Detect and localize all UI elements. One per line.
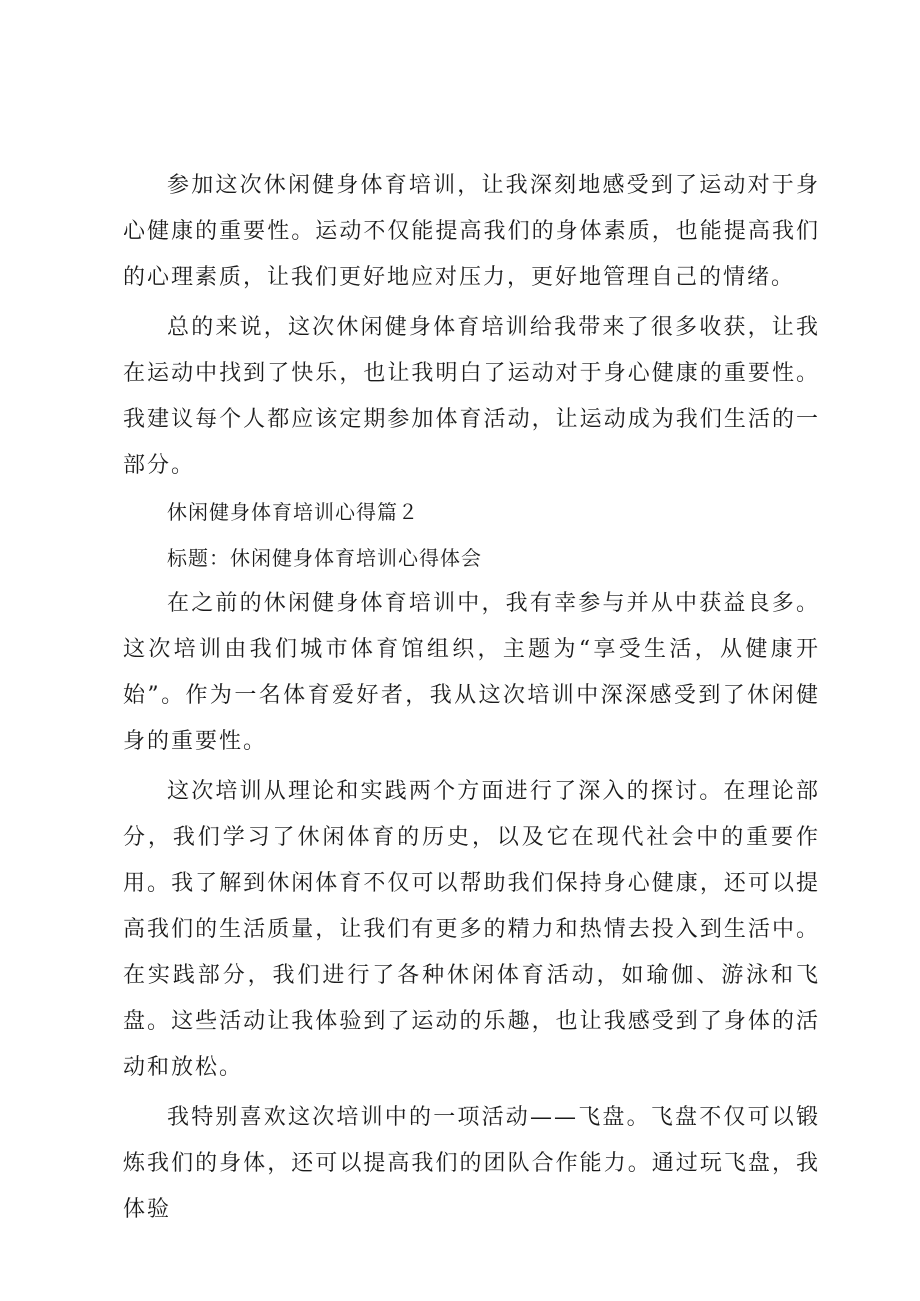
section-heading: 休闲健身体育培训心得篇２ [167, 500, 419, 524]
document-body [123, 163, 820, 1233]
subtitle: 标题：休闲健身体育培训心得体会 [167, 546, 482, 570]
paragraph-intro: 在之前的休闲健身体育培训中，我有幸参与并从中获益良多。这次培训由我们城市体育馆组织，主题为“享受生活，从健康开始”。作为一名体育爱好者，我从这次培训中深深感受到了休闲健身的重要性。 [123, 591, 820, 754]
paragraph-theory-practice: 这次培训从理论和实践两个方面进行了深入的探讨。在理论部分，我们学习了休闲体育的历史，以及它在现代社会中的重要作用。我了解到休闲体育不仅可以帮助我们保持身心健康，还可以提高我们的生活质量，让我们有更多的精力和热情去投入到生活中。在实践部分，我们进行了各种休闲体育活动，如瑜伽、游泳和飞盘。这些活动让我体验到了运动的乐趣，也让我感受到了身体的活动和放松。 [123, 779, 820, 1080]
paragraph-summary: 总的来说，这次休闲健身体育培训给我带来了很多收获，让我在运动中找到了快乐，也让我明白了运动对于身心健康的重要性。我建议每个人都应该定期参加体育活动，让运动成为我们生活的一部分。 [123, 315, 820, 478]
paragraph-sports-health: 参加这次休闲健身体育培训，让我深刻地感受到了运动对于身心健康的重要性。运动不仅能提高我们的身体素质，也能提高我们的心理素质，让我们更好地应对压力，更好地管理自己的情绪。 [123, 173, 820, 290]
paragraph-frisbee: 我特别喜欢这次培训中的一项活动——飞盘。飞盘不仅可以锻炼我们的身体，还可以提高我们的团队合作能力。通过玩飞盘，我体验 [123, 1105, 820, 1222]
